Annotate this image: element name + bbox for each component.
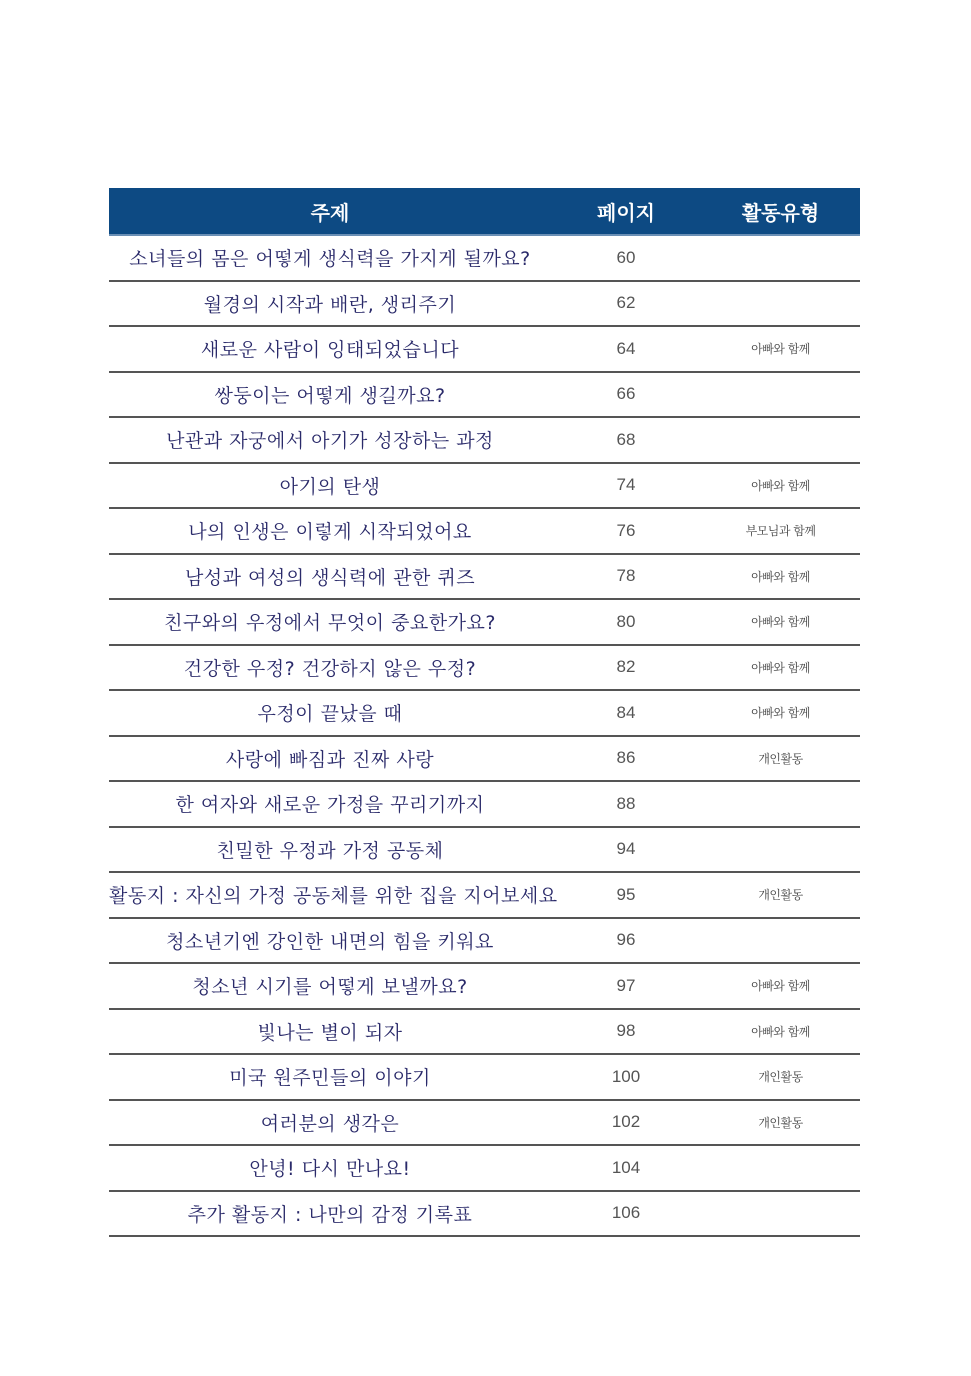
row-activity-type: 개인활동 bbox=[758, 751, 803, 766]
table-row bbox=[109, 1055, 860, 1101]
row-topic: 쌍둥이는 어떻게 생길까요? bbox=[214, 384, 446, 407]
table-row bbox=[109, 418, 860, 464]
table-row bbox=[109, 964, 860, 1010]
row-page-number: 62 bbox=[616, 293, 636, 313]
table-row bbox=[109, 782, 860, 828]
row-page-number: 95 bbox=[616, 884, 636, 904]
table-row bbox=[109, 1192, 860, 1238]
row-page-number: 104 bbox=[611, 1157, 641, 1177]
row-activity-type: 아빠와 함께 bbox=[751, 1024, 810, 1039]
row-topic: 추가 활동지 : 나만의 감정 기록표 bbox=[187, 1203, 473, 1226]
table-row bbox=[109, 873, 860, 919]
row-page-number: 100 bbox=[611, 1066, 641, 1086]
row-topic: 활동지 : 자신의 가정 공동체를 위한 집을 지어보세요 bbox=[109, 885, 558, 908]
table-row bbox=[109, 646, 860, 692]
table-body bbox=[109, 236, 860, 1237]
row-page-number: 97 bbox=[616, 975, 636, 995]
row-activity-type: 개인활동 bbox=[758, 1070, 803, 1085]
row-topic: 친구와의 우정에서 무엇이 중요한가요? bbox=[164, 612, 496, 635]
table-row bbox=[109, 1146, 860, 1192]
row-topic: 여러분의 생각은 bbox=[260, 1112, 400, 1135]
row-page-number: 88 bbox=[616, 793, 636, 813]
table-row bbox=[109, 1101, 860, 1147]
row-page-number: 60 bbox=[616, 247, 636, 267]
row-topic: 청소년 시기를 어떻게 보낼까요? bbox=[192, 976, 468, 999]
row-topic: 한 여자와 새로운 가정을 꾸리기까지 bbox=[175, 794, 485, 817]
row-topic: 새로운 사람이 잉태되었습니다 bbox=[200, 339, 460, 362]
table-row bbox=[109, 236, 860, 282]
table-row bbox=[109, 737, 860, 783]
row-page-number: 102 bbox=[611, 1112, 641, 1132]
table-row bbox=[109, 509, 860, 555]
row-page-number: 96 bbox=[616, 930, 636, 950]
row-topic: 청소년기엔 강인한 내면의 힘을 키워요 bbox=[166, 930, 494, 953]
row-topic: 사랑에 빠짐과 진짜 사랑 bbox=[225, 748, 435, 771]
table-header bbox=[109, 188, 860, 236]
row-activity-type: 아빠와 함께 bbox=[751, 979, 810, 994]
row-topic: 미국 원주민들의 이야기 bbox=[229, 1067, 431, 1090]
row-topic: 안녕! 다시 만나요! bbox=[249, 1158, 411, 1181]
table-row bbox=[109, 600, 860, 646]
row-page-number: 84 bbox=[616, 702, 636, 722]
row-activity-type: 부모님과 함께 bbox=[745, 524, 816, 539]
row-page-number: 76 bbox=[616, 520, 636, 540]
row-page-number: 78 bbox=[616, 566, 636, 586]
row-page-number: 86 bbox=[616, 748, 636, 768]
row-page-number: 82 bbox=[616, 657, 636, 677]
table-row bbox=[109, 373, 860, 419]
row-page-number: 64 bbox=[616, 338, 636, 358]
row-topic: 월경의 시작과 배란, 생리주기 bbox=[203, 293, 457, 316]
table-row bbox=[109, 555, 860, 601]
row-page-number: 68 bbox=[616, 429, 636, 449]
row-page-number: 94 bbox=[616, 839, 636, 859]
row-activity-type: 아빠와 함께 bbox=[751, 660, 810, 675]
header-activity-type: 활동유형 bbox=[741, 200, 820, 225]
row-activity-type: 아빠와 함께 bbox=[751, 478, 810, 493]
row-page-number: 66 bbox=[616, 384, 636, 404]
header-page: 페이지 bbox=[597, 200, 655, 225]
row-activity-type: 개인활동 bbox=[758, 888, 803, 903]
row-topic: 남성과 여성의 생식력에 관한 퀴즈 bbox=[184, 566, 476, 589]
row-activity-type: 아빠와 함께 bbox=[751, 706, 810, 721]
table-row bbox=[109, 464, 860, 510]
row-topic: 나의 인생은 이렇게 시작되었어요 bbox=[188, 521, 472, 544]
row-topic: 아기의 탄생 bbox=[279, 475, 381, 498]
table-row bbox=[109, 1010, 860, 1056]
row-topic: 우정이 끝났을 때 bbox=[257, 703, 403, 726]
row-activity-type: 아빠와 함께 bbox=[751, 342, 810, 357]
table-row bbox=[109, 327, 860, 373]
row-topic: 난관과 자궁에서 아기가 성장하는 과정 bbox=[166, 430, 494, 453]
table-of-contents bbox=[109, 188, 860, 1237]
row-activity-type: 개인활동 bbox=[758, 1115, 803, 1130]
row-page-number: 98 bbox=[616, 1021, 636, 1041]
row-page-number: 74 bbox=[616, 475, 636, 495]
table-row bbox=[109, 828, 860, 874]
table-row bbox=[109, 919, 860, 965]
row-topic: 친밀한 우정과 가정 공동체 bbox=[216, 839, 444, 862]
row-topic: 소녀들의 몸은 어떻게 생식력을 가지게 될까요? bbox=[129, 248, 531, 271]
header-topic: 주제 bbox=[310, 200, 350, 225]
row-topic: 빛나는 별이 되자 bbox=[257, 1021, 403, 1044]
row-page-number: 80 bbox=[616, 611, 636, 631]
row-activity-type: 아빠와 함께 bbox=[751, 615, 810, 630]
row-page-number: 106 bbox=[611, 1203, 641, 1223]
table-row bbox=[109, 282, 860, 328]
row-activity-type: 아빠와 함께 bbox=[751, 569, 810, 584]
row-topic: 건강한 우정? 건강하지 않은 우정? bbox=[183, 657, 477, 680]
table-row bbox=[109, 691, 860, 737]
